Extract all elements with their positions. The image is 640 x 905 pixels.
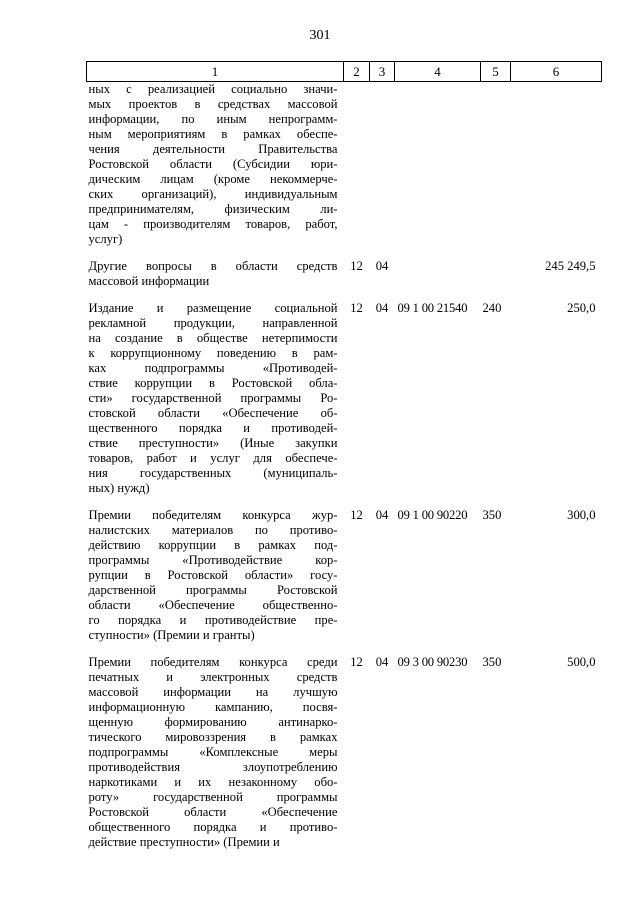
description-line: ках подпрограммы «Противодей- xyxy=(88,361,338,375)
row-spacer xyxy=(87,289,602,301)
header-col-4: 4 xyxy=(395,62,481,82)
description-line: ным мероприятиям в рамках обеспе- xyxy=(88,127,338,141)
row-spacer-cell xyxy=(87,496,602,508)
description-line: ских организаций), индивидуальным xyxy=(88,187,338,201)
description-line: Другие вопросы в области средств xyxy=(88,259,338,273)
row-section-code xyxy=(344,82,370,248)
description-line: ствие коррупции в Ростовской обла- xyxy=(88,376,338,390)
row-target-article-code xyxy=(395,82,481,248)
row-expense-type-code xyxy=(481,259,511,289)
row-target-article-code: 09 3 00 90230 xyxy=(397,655,468,669)
description-line: на создание в обществе нетерпимости xyxy=(88,331,338,345)
row-description xyxy=(87,259,344,289)
description-line: Премии победителям конкурса среди xyxy=(88,655,338,669)
row-subsection-code: 04 xyxy=(375,655,389,669)
description-line: предпринимателям, физическим ли- xyxy=(88,202,338,216)
description-line: массовой информации на лучшую xyxy=(88,685,338,699)
row-description xyxy=(87,655,344,850)
description-line: Издание и размещение социальной xyxy=(88,301,338,315)
description-line: услуг) xyxy=(88,232,123,246)
description-line: Ростовской области «Обеспечение xyxy=(88,805,338,819)
header-col-2: 2 xyxy=(344,62,370,82)
row-subsection-code: 04 xyxy=(375,301,389,315)
description-line: общественного порядка и противо- xyxy=(88,820,338,834)
row-subsection-code: 04 xyxy=(375,259,389,273)
description-line: налистских материалов по противо- xyxy=(88,523,338,537)
header-col-1: 1 xyxy=(87,62,344,82)
table-row xyxy=(87,655,602,850)
row-amount: 300,0 xyxy=(567,508,596,522)
row-description xyxy=(87,82,344,248)
description-line: тического мировоззрения в рамках xyxy=(88,730,338,744)
table-header xyxy=(87,62,602,82)
row-target-article-code xyxy=(395,259,481,289)
description-line: товаров, работ и услуг для обеспече- xyxy=(88,451,338,465)
row-target-article-code: 09 1 00 90220 xyxy=(397,508,468,522)
row-spacer xyxy=(87,643,602,655)
row-amount: 500,0 xyxy=(567,655,596,669)
description-line: ния государственных (муниципаль- xyxy=(88,466,338,480)
description-line: го порядка и противодействие пре- xyxy=(88,613,338,627)
row-amount xyxy=(511,82,602,248)
description-line: противодействия злоупотреблению xyxy=(88,760,338,774)
description-line: информационную кампанию, посвя- xyxy=(88,700,338,714)
table-row xyxy=(87,508,602,643)
description-line: дическим лицам (кроме некоммерче- xyxy=(88,172,338,186)
page-number: 301 xyxy=(309,28,331,43)
row-spacer xyxy=(87,247,602,259)
description-line: информации, по иным непрограмм- xyxy=(88,112,338,126)
description-line: сти» государственной программы Ро- xyxy=(88,391,338,405)
row-section-code: 12 xyxy=(350,508,363,522)
row-description xyxy=(87,508,344,643)
description-line: действие преступности» (Премии и xyxy=(88,835,280,849)
table-row xyxy=(87,259,602,289)
description-line: стовской области «Обеспечение об- xyxy=(88,406,338,420)
description-line: щенную формированию антинарко- xyxy=(88,715,338,729)
row-spacer-cell xyxy=(87,643,602,655)
table-row xyxy=(87,82,602,248)
description-line: печатных и электронных средств xyxy=(88,670,338,684)
description-line: щественного порядка и противодей- xyxy=(88,421,338,435)
table-row xyxy=(87,301,602,496)
description-line: рекламной продукции, направленной xyxy=(88,316,338,330)
row-amount: 250,0 xyxy=(567,301,596,315)
row-spacer-cell xyxy=(87,289,602,301)
description-line: Ростовской области (Субсидии юри- xyxy=(88,157,338,171)
header-col-3: 3 xyxy=(370,62,395,82)
description-line: наркотиками и их незаконному обо- xyxy=(88,775,338,789)
description-line: области «Обеспечение общественно- xyxy=(88,598,338,612)
description-line: рупции в Ростовской области» госу- xyxy=(88,568,338,582)
row-subsection-code xyxy=(370,82,395,248)
description-line: ступности» (Премии и гранты) xyxy=(88,628,255,642)
description-line: подпрограммы «Комплексные меры xyxy=(88,745,338,759)
description-line: ных) нужд) xyxy=(88,481,150,495)
row-amount: 245 249,5 xyxy=(545,259,596,273)
row-target-article-code: 09 1 00 21540 xyxy=(397,301,468,315)
description-line: Премии победителям конкурса жур- xyxy=(88,508,338,522)
description-line: ных с реализацией социально значи- xyxy=(88,82,338,96)
description-line: чения деятельности Правительства xyxy=(88,142,338,156)
row-subsection-code: 04 xyxy=(375,508,389,522)
row-spacer xyxy=(87,496,602,508)
header-col-6: 6 xyxy=(511,62,602,82)
row-description xyxy=(87,301,344,496)
row-expense-type-code: 240 xyxy=(482,301,502,315)
description-line: действию коррупции в рамках под- xyxy=(88,538,338,552)
budget-table xyxy=(86,61,602,850)
row-expense-type-code xyxy=(481,82,511,248)
row-section-code: 12 xyxy=(350,655,363,669)
description-line: к коррупционному поведению в рам- xyxy=(88,346,338,360)
description-line: роту» государственной программы xyxy=(88,790,338,804)
row-section-code: 12 xyxy=(350,259,363,273)
description-line: дарственной программы Ростовской xyxy=(88,583,338,597)
description-line: программы «Противодействие кор- xyxy=(88,553,338,567)
description-line: мых проектов в средствах массовой xyxy=(88,97,338,111)
description-line: массовой информации xyxy=(88,274,210,288)
header-row xyxy=(87,62,602,82)
row-expense-type-code: 350 xyxy=(482,508,502,522)
row-expense-type-code: 350 xyxy=(482,655,502,669)
row-spacer-cell xyxy=(87,247,602,259)
description-line: цам - производителям товаров, работ, xyxy=(88,217,338,231)
row-section-code: 12 xyxy=(350,301,363,315)
header-col-5: 5 xyxy=(481,62,511,82)
table-body xyxy=(87,82,602,851)
description-line: ствие преступности» (Иные закупки xyxy=(88,436,338,450)
